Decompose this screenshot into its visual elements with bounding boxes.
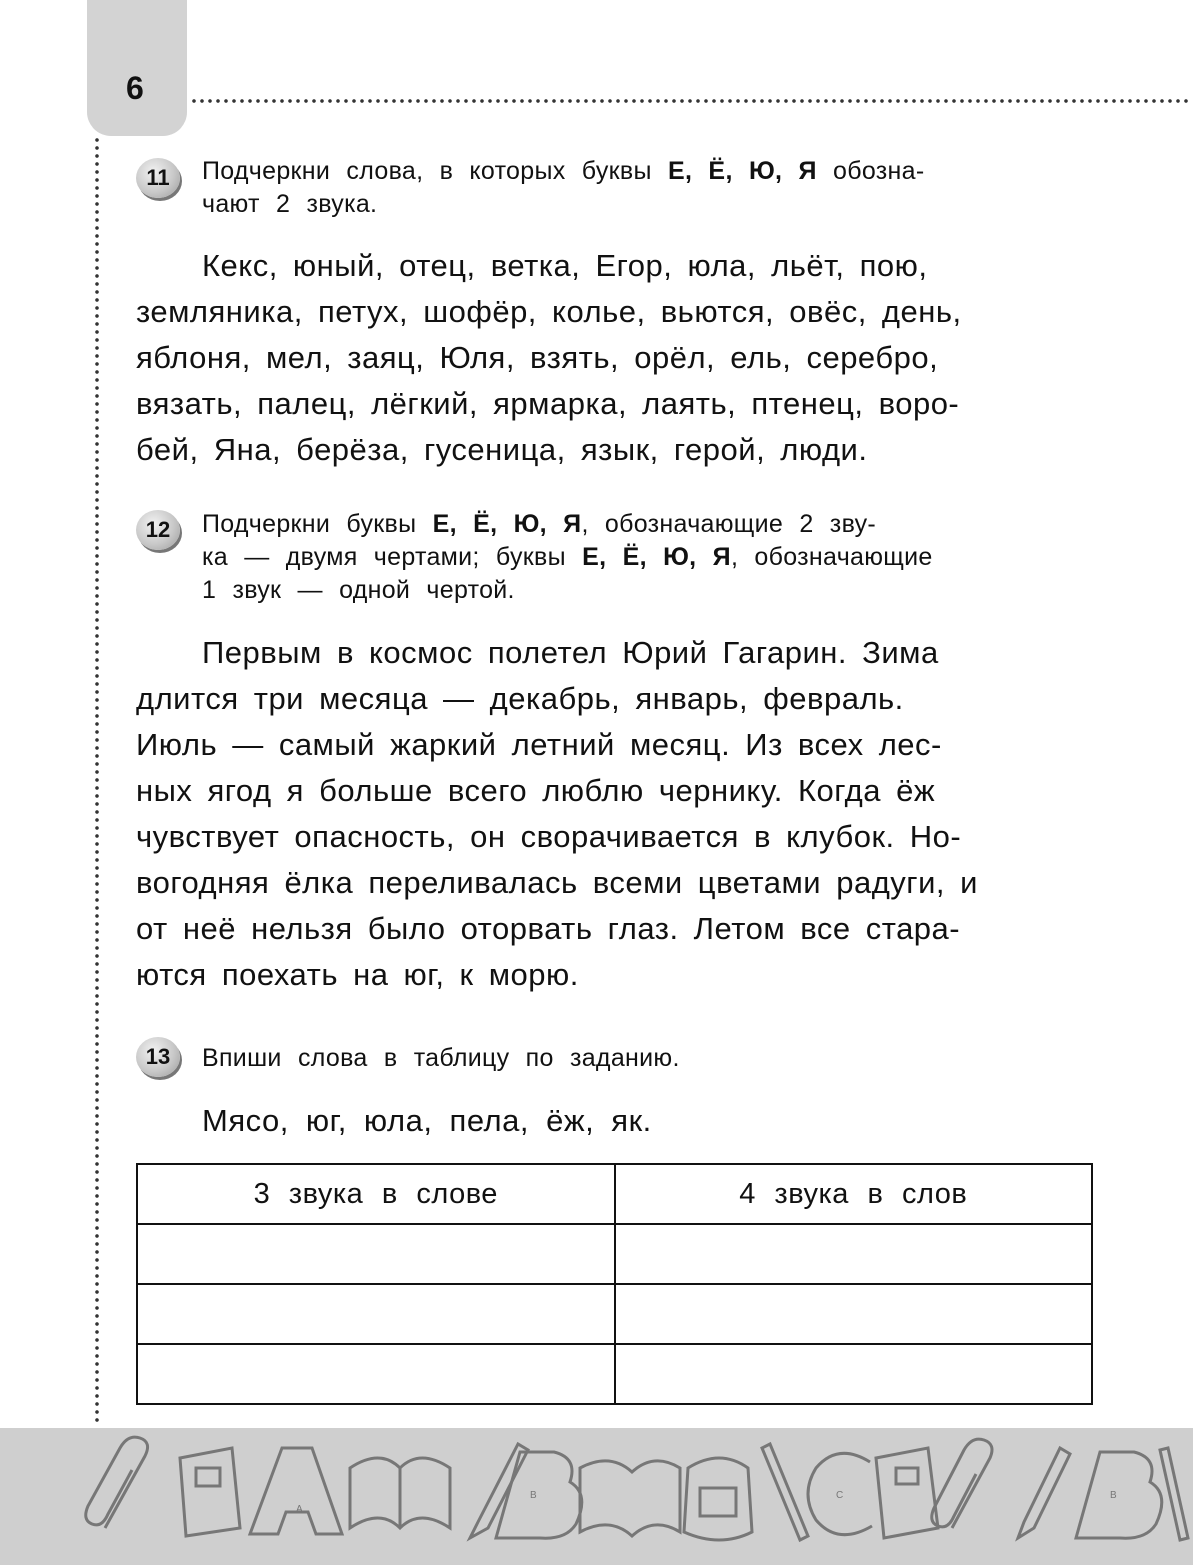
books-icon <box>580 1461 680 1536</box>
text-line: ются поехать на юг, к морю. <box>136 957 579 992</box>
word-list-line: вязать, палец, лёгкий, ярмарка, лаять, птенец, воро- <box>136 386 960 421</box>
footer-letter: B <box>1110 1490 1117 1501</box>
paperclip-icon <box>86 1437 148 1528</box>
answer-table <box>136 1163 1093 1405</box>
backpack-icon <box>684 1458 752 1540</box>
column-header-4-sounds: 4 звука в слов <box>615 1164 1093 1224</box>
word-list-line: яблоня, мел, заяц, Юля, взять, орёл, ель, серебро, <box>136 340 939 375</box>
table-row <box>137 1284 1092 1344</box>
page-number: 6 <box>126 70 144 106</box>
column-header-3-sounds: 3 звука в слове <box>137 1164 615 1224</box>
pen-icon <box>1160 1448 1188 1540</box>
task-12-instruction-text: Подчеркни буквы <box>202 510 417 538</box>
task-12-instruction-text: ка — двумя чертами; буквы <box>202 543 566 571</box>
table-row <box>137 1224 1092 1284</box>
table-row <box>137 1344 1092 1404</box>
word-list-line: Кекс, юный, отец, ветка, Егор, юла, льёт, пою, <box>202 248 928 283</box>
answer-cell[interactable] <box>615 1344 1093 1404</box>
open-book-icon <box>350 1458 450 1528</box>
page-number-tab <box>87 0 187 136</box>
task-12-letters-2: Е, Ё, Ю, Я <box>582 543 731 571</box>
dotted-divider-left <box>94 136 100 1426</box>
text-line: ных ягод я больше всего люблю чернику. Когда ёж <box>136 773 936 808</box>
task-11-instruction-text: Подчеркни слова, в которых буквы <box>202 157 652 185</box>
notebook-icon <box>876 1448 938 1538</box>
task-12-instruction-text: , обозначающие 2 зву- <box>581 510 877 538</box>
pen-icon <box>762 1444 808 1540</box>
text-line: от неё нельзя было оторвать глаз. Летом все стара- <box>136 911 961 946</box>
task-number-12: 12 <box>136 510 180 550</box>
footer-letter: C <box>836 1490 844 1501</box>
task-number-13: 13 <box>136 1037 180 1077</box>
text-line: Июль — самый жаркий летний месяц. Из всех лес- <box>136 727 942 762</box>
task-11-word-list <box>136 243 1092 473</box>
text-line: чувствует опасность, он сворачивается в клубок. Но- <box>136 819 962 854</box>
paperclip-icon <box>932 1439 992 1528</box>
text-line: вогодняя ёлка переливалась всеми цветами радуги, и <box>136 865 978 900</box>
footer-letter: B <box>530 1490 537 1501</box>
letter-block-icon <box>808 1453 872 1534</box>
task-12-letters-1: Е, Ё, Ю, Я <box>432 510 582 538</box>
task-11-instruction <box>202 155 1092 221</box>
text-line: Первым в космос полетел Юрий Гагарин. Зима <box>202 635 939 670</box>
notebook-icon <box>180 1448 240 1536</box>
text-line: длится три месяца — декабрь, январь, февраль. <box>136 681 904 716</box>
table-header-row <box>137 1164 1092 1224</box>
word-list-line: бей, Яна, берёза, гусеница, язык, герой, люди. <box>136 432 868 467</box>
answer-cell[interactable] <box>137 1284 615 1344</box>
task-13-words: Мясо, юг, юла, пела, ёж, як. <box>202 1103 652 1138</box>
task-12-text <box>136 630 1092 998</box>
task-11-letters: Е, Ё, Ю, Я <box>667 157 817 185</box>
pencil-icon <box>1018 1448 1070 1538</box>
answer-cell[interactable] <box>615 1224 1093 1284</box>
letter-block-icon <box>250 1448 342 1534</box>
decorative-footer <box>0 1428 1193 1565</box>
task-11-instruction-line2: чают 2 звука. <box>202 190 378 218</box>
answer-cell[interactable] <box>615 1284 1093 1344</box>
letter-block-icon <box>1076 1452 1162 1538</box>
answer-cell[interactable] <box>137 1344 615 1404</box>
task-13-instruction: Впиши слова в таблицу по заданию. <box>202 1044 680 1072</box>
answer-cell[interactable] <box>137 1224 615 1284</box>
word-list-line: земляника, петух, шофёр, колье, вьются, овёс, день, <box>136 294 962 329</box>
task-number-11: 11 <box>136 158 180 198</box>
task-11-instruction-text-end: обозна- <box>833 157 925 185</box>
task-12-instruction <box>202 508 1092 607</box>
task-12-instruction-text: 1 звук — одной чертой. <box>202 576 515 604</box>
dotted-divider-top <box>190 98 1190 104</box>
footer-letter: A <box>296 1504 303 1515</box>
task-12-instruction-text: , обозначающие <box>730 543 933 571</box>
